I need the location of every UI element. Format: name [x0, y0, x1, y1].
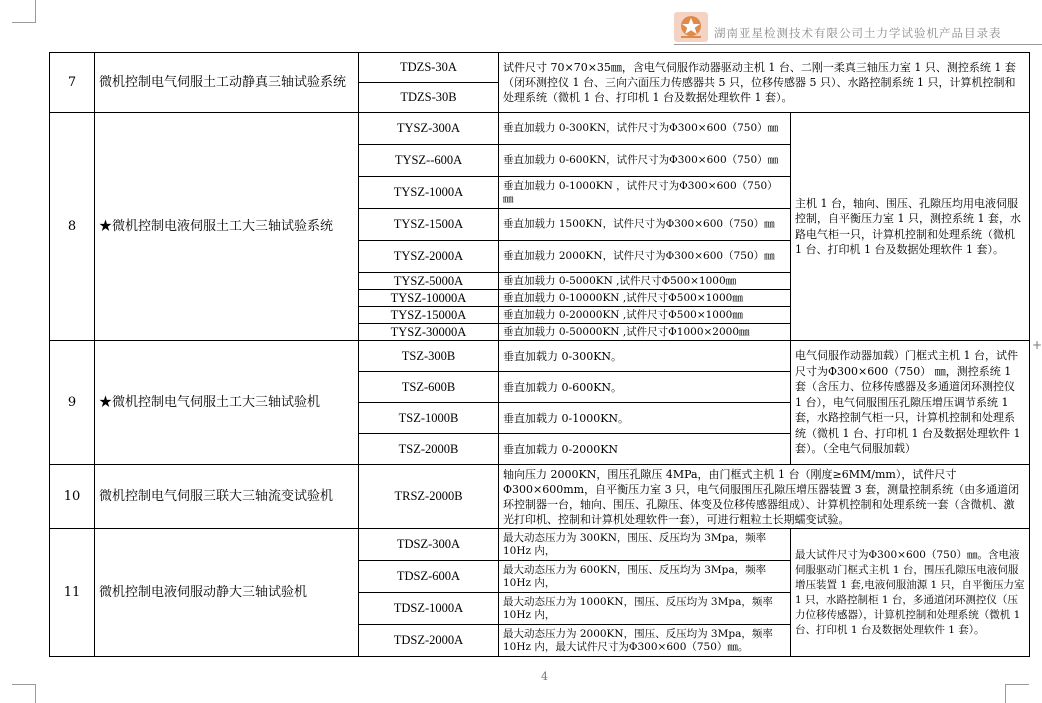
table-row	[50, 113, 1030, 145]
model-code: TDSZ-600A	[359, 561, 499, 593]
model-code: TYSZ-2000A	[359, 241, 499, 273]
model-parameters: 垂直加载力 0-5000KN ,试件尺寸Φ500×1000㎜	[499, 273, 791, 290]
product-name: 微机控制电气伺服三联大三轴流变试验机	[95, 465, 359, 529]
model-parameters: 垂直加载力 0-2000KN	[499, 434, 791, 465]
crop-mark	[1005, 684, 1006, 703]
row-number: 8	[50, 113, 95, 341]
model-code: TDZS-30A	[359, 53, 499, 83]
model-parameters: 垂直加载力 0-1000KN ，试件尺寸为Φ300×600（750）㎜	[499, 177, 791, 209]
model-code: TDSZ-300A	[359, 529, 499, 561]
product-name: ★微机控制电液伺服土工大三轴试验系统	[95, 113, 359, 341]
product-name: 微机控制电液伺服动静大三轴试验机	[95, 529, 359, 657]
model-code: TDSZ-1000A	[359, 593, 499, 625]
product-description: 轴向压力 2000KN，围压孔隙压 4MPa，由门框式主机 1 台（刚度≥6MM/mm），试件尺寸Φ300×600mm，自平衡压力室 3 只，电气伺服围压孔隙压增压器装置 3 套，测量控制系统（由多通道闭环控制器一台，轴向、围压、孔隙压、体变及位移传感器组成）、计算机控制和处理系统一套（含微机、激光打印机、控制和计算机处理软件一套），可进行粗粒土长期蠕变试验。	[499, 465, 1030, 529]
model-code: TYSZ-10000A	[359, 290, 499, 307]
row-number: 7	[50, 53, 95, 113]
crop-mark	[35, 684, 36, 703]
expand-handle-icon[interactable]: +	[1032, 338, 1042, 352]
page-header	[674, 12, 1042, 44]
model-parameters: 最大动态压力为 600KN，围压、反压均为 3Mpa，频率 10Hz 内，	[499, 561, 791, 593]
crop-mark	[1005, 684, 1029, 685]
row-number: 9	[50, 341, 95, 465]
company-logo	[674, 12, 708, 42]
product-description: 试件尺寸 70×70×35㎜，含电气伺服作动器驱动主机 1 台、二刚一柔真三轴压力室 1 只、测控系统 1 套（闭环测控仪 1 台、三向六面压力传感器共 5 只，位移传感器 5 只）、水路控制系统 1 只，计算机控制和处理系统（微机 1 台、打印机 1 台及数据处理软件 1 套）。	[499, 53, 1030, 113]
model-parameters: 垂直加载力 2000KN，试件尺寸为Φ300×600（750）㎜	[499, 241, 791, 273]
model-parameters: 垂直加载力 0-600KN。	[499, 372, 791, 403]
model-code: TYSZ-5000A	[359, 273, 499, 290]
model-parameters: 垂直加载力 0-600KN，试件尺寸为Φ300×600（750）㎜	[499, 145, 791, 177]
table-row	[50, 53, 1030, 83]
model-code: TYSZ-1500A	[359, 209, 499, 241]
model-parameters: 垂直加载力 0-10000KN ,试件尺寸Φ500×1000㎜	[499, 290, 791, 307]
shared-configuration: 主机 1 台，轴向、围压、孔隙压均用电液伺服控制，自平衡压力室 1 只，测控系统 1 套，水路电气柜一只，计算机控制和处理系统（微机 1 台、打印机 1 台及数据处理软件 1 套）。	[791, 113, 1030, 341]
model-parameters: 最大动态压力为 2000KN，围压、反压均为 3Mpa，频率 10Hz 内，最大试件尺寸为Φ300×600（750）㎜。	[499, 625, 791, 657]
header-divider	[674, 44, 1042, 45]
model-parameters: 垂直加载力 0-300KN。	[499, 341, 791, 372]
model-code: TSZ-300B	[359, 341, 499, 372]
model-parameters: 最大动态压力为 300KN，围压、反压均为 3Mpa，频率 10Hz 内，	[499, 529, 791, 561]
row-number: 11	[50, 529, 95, 657]
table-row	[50, 341, 1030, 372]
model-parameters: 垂直加载力 0-1000KN。	[499, 403, 791, 434]
crop-mark	[12, 684, 36, 685]
model-parameters: 最大动态压力为 1000KN，围压、反压均为 3Mpa，频率 10Hz 内，	[499, 593, 791, 625]
product-name: 微机控制电气伺服土工动静真三轴试验系统	[95, 53, 359, 113]
model-code: TSZ-600B	[359, 372, 499, 403]
header-title: 湖南亚星检测技术有限公司土力学试验机产品目录表	[714, 26, 1002, 40]
model-parameters: 垂直加载力 0-50000KN ,试件尺寸Φ1000×2000㎜	[499, 324, 791, 341]
model-code: TDZS-30B	[359, 83, 499, 113]
model-code: TSZ-1000B	[359, 403, 499, 434]
product-name: ★微机控制电气伺服土工大三轴试验机	[95, 341, 359, 465]
star-logo-icon	[677, 14, 705, 40]
model-parameters: 垂直加载力 0-300KN，试件尺寸为Φ300×600（750）㎜	[499, 113, 791, 145]
model-code: TDSZ-2000A	[359, 625, 499, 657]
row-number: 10	[50, 465, 95, 529]
table-row	[50, 465, 1030, 529]
shared-configuration: 最大试件尺寸为Φ300×600（750）㎜。含电液伺服驱动门框式主机 1 台，围压孔隙压电液伺服增压装置 1 套,电液伺服油源 1 只，自平衡压力室 1 只，水路控制柜 1 台，多通道闭环测控仪（压力位移传感器），计算机控制和处理系统（微机 1 台、打印机 1 台及数据处理软件 1 套）。	[791, 529, 1030, 657]
page-number: 4	[541, 670, 548, 683]
model-code: TRSZ-2000B	[359, 465, 499, 529]
model-code: TYSZ-1000A	[359, 177, 499, 209]
crop-mark	[12, 22, 36, 23]
model-code: TYSZ--600A	[359, 145, 499, 177]
product-catalog-table	[49, 52, 1030, 657]
model-code: TYSZ-15000A	[359, 307, 499, 324]
model-code: TYSZ-300A	[359, 113, 499, 145]
table-row	[50, 529, 1030, 561]
shared-configuration: 电气伺服作动器加载）门框式主机 1 台，试件尺寸为Φ300×600（750） ㎜，测控系统 1 套（含压力、位移传感器及多通道闭环测控仪 1 台），电气伺服围压孔隙压增压调节系统 1 套，水路控制气柜一只，计算机控制和处理系统（微机 1 台、打印机 1 台及数据处理软件 1 套）。（全电气伺服加载）	[791, 341, 1030, 465]
model-parameters: 垂直加载力 1500KN，试件尺寸为Φ300×600（750）㎜	[499, 209, 791, 241]
model-code: TYSZ-30000A	[359, 324, 499, 341]
crop-mark	[35, 0, 36, 22]
model-code: TSZ-2000B	[359, 434, 499, 465]
model-parameters: 垂直加载力 0-20000KN ,试件尺寸Φ500×1000㎜	[499, 307, 791, 324]
